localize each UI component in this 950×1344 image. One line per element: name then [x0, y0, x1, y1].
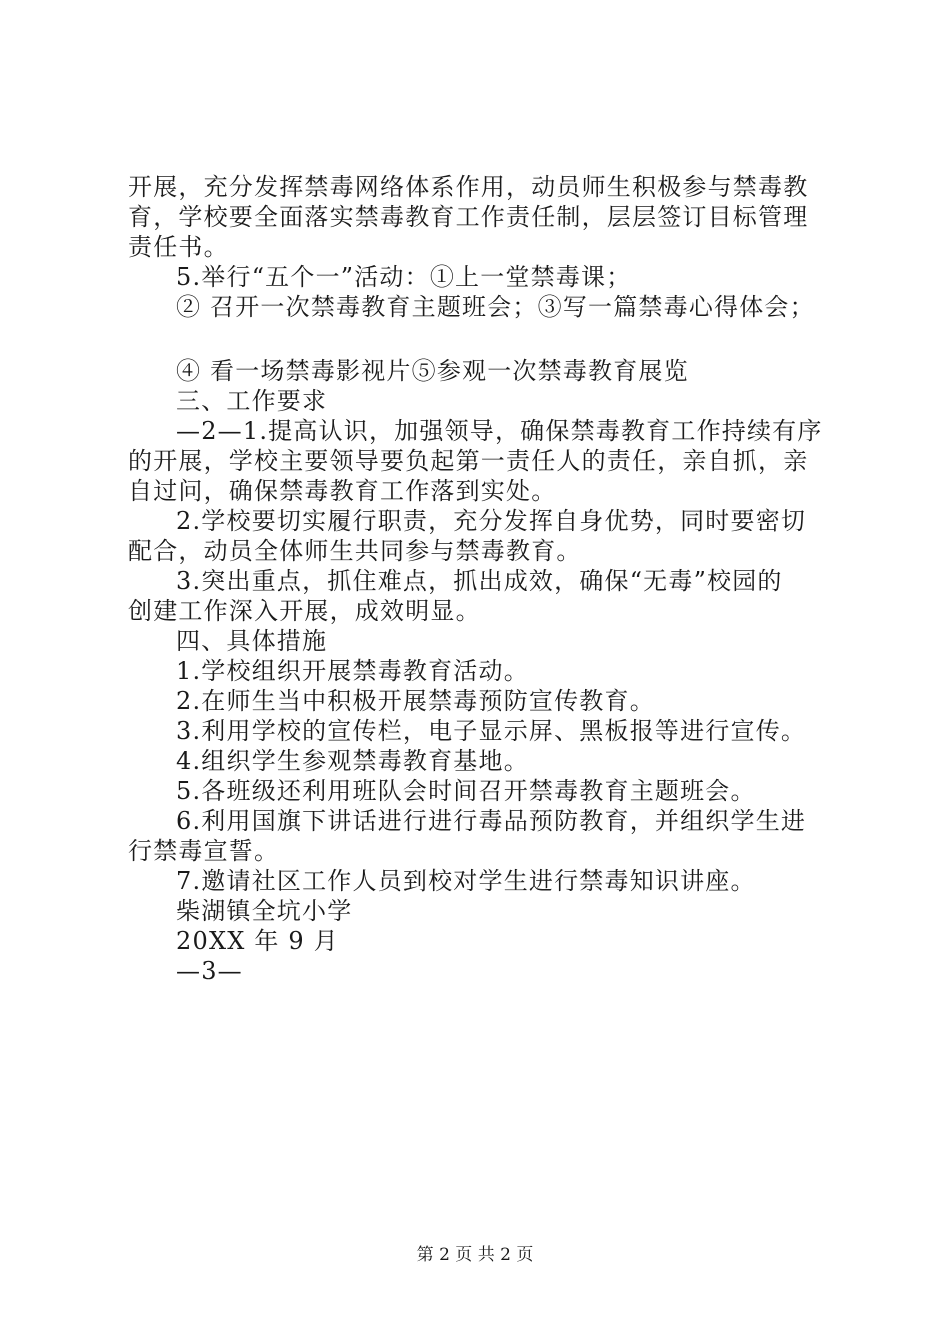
- text-line: 育，学校要全面落实禁毒教育工作责任制，层层签订目标管理: [128, 203, 809, 231]
- page-footer: 第 2 页 共 2 页: [416, 1245, 534, 1265]
- signature-org: 柴湖镇全坑小学: [176, 897, 353, 925]
- section-heading: 四、具体措施: [176, 627, 328, 655]
- text-line: 的开展，学校主要领导要负起第一责任人的责任，亲自抓，亲: [128, 447, 809, 475]
- text-line: 7.邀请社区工作人员到校对学生进行禁毒知识讲座。: [176, 867, 756, 895]
- inline-page-marker: —3—: [176, 957, 243, 985]
- text-line: 5.各班级还利用班队会时间召开禁毒教育主题班会。: [176, 777, 756, 805]
- text-line: 配合，动员全体师生共同参与禁毒教育。: [128, 537, 582, 565]
- text-line: 行禁毒宣誓。: [128, 837, 280, 865]
- text-line: 6.利用国旗下讲话进行进行毒品预防教育，并组织学生进: [176, 807, 807, 835]
- text-line: 2.在师生当中积极开展禁毒预防宣传教育。: [176, 687, 655, 715]
- text-line: 自过问，确保禁毒教育工作落到实处。: [128, 477, 557, 505]
- text-line: 责任书。: [128, 233, 229, 261]
- text-line: —2—1.提高认识，加强领导，确保禁毒教育工作持续有序: [176, 417, 823, 445]
- text-line: 4.组织学生参观禁毒教育基地。: [176, 747, 529, 775]
- text-line: 3.利用学校的宣传栏，电子显示屏、黑板报等进行宣传。: [176, 717, 807, 745]
- document-body: [128, 172, 832, 986]
- text-line: 5.举行“五个一”活动：①上一堂禁毒课；: [176, 263, 632, 291]
- text-line: 3.突出重点，抓住难点，抓出成效，确保“无毒”校园的: [176, 567, 783, 595]
- text-line: 创建工作深入开展，成效明显。: [128, 597, 481, 625]
- text-line: 2.学校要切实履行职责，充分发挥自身优势，同时要密切: [176, 507, 807, 535]
- text-line: 开展，充分发挥禁毒网络体系作用，动员师生积极参与禁毒教: [128, 173, 809, 201]
- section-heading: 三、工作要求: [176, 387, 328, 415]
- text-line: 1.学校组织开展禁毒教育活动。: [176, 657, 529, 685]
- text-line: ④ 看一场禁毒影视片⑤参观一次禁毒教育展览: [176, 357, 689, 385]
- text-line: ② 召开一次禁毒教育主题班会；③写一篇禁毒心得体会；: [176, 293, 815, 321]
- blank-gap: [128, 322, 832, 356]
- signature-date: 20XX 年 9 月: [176, 927, 339, 955]
